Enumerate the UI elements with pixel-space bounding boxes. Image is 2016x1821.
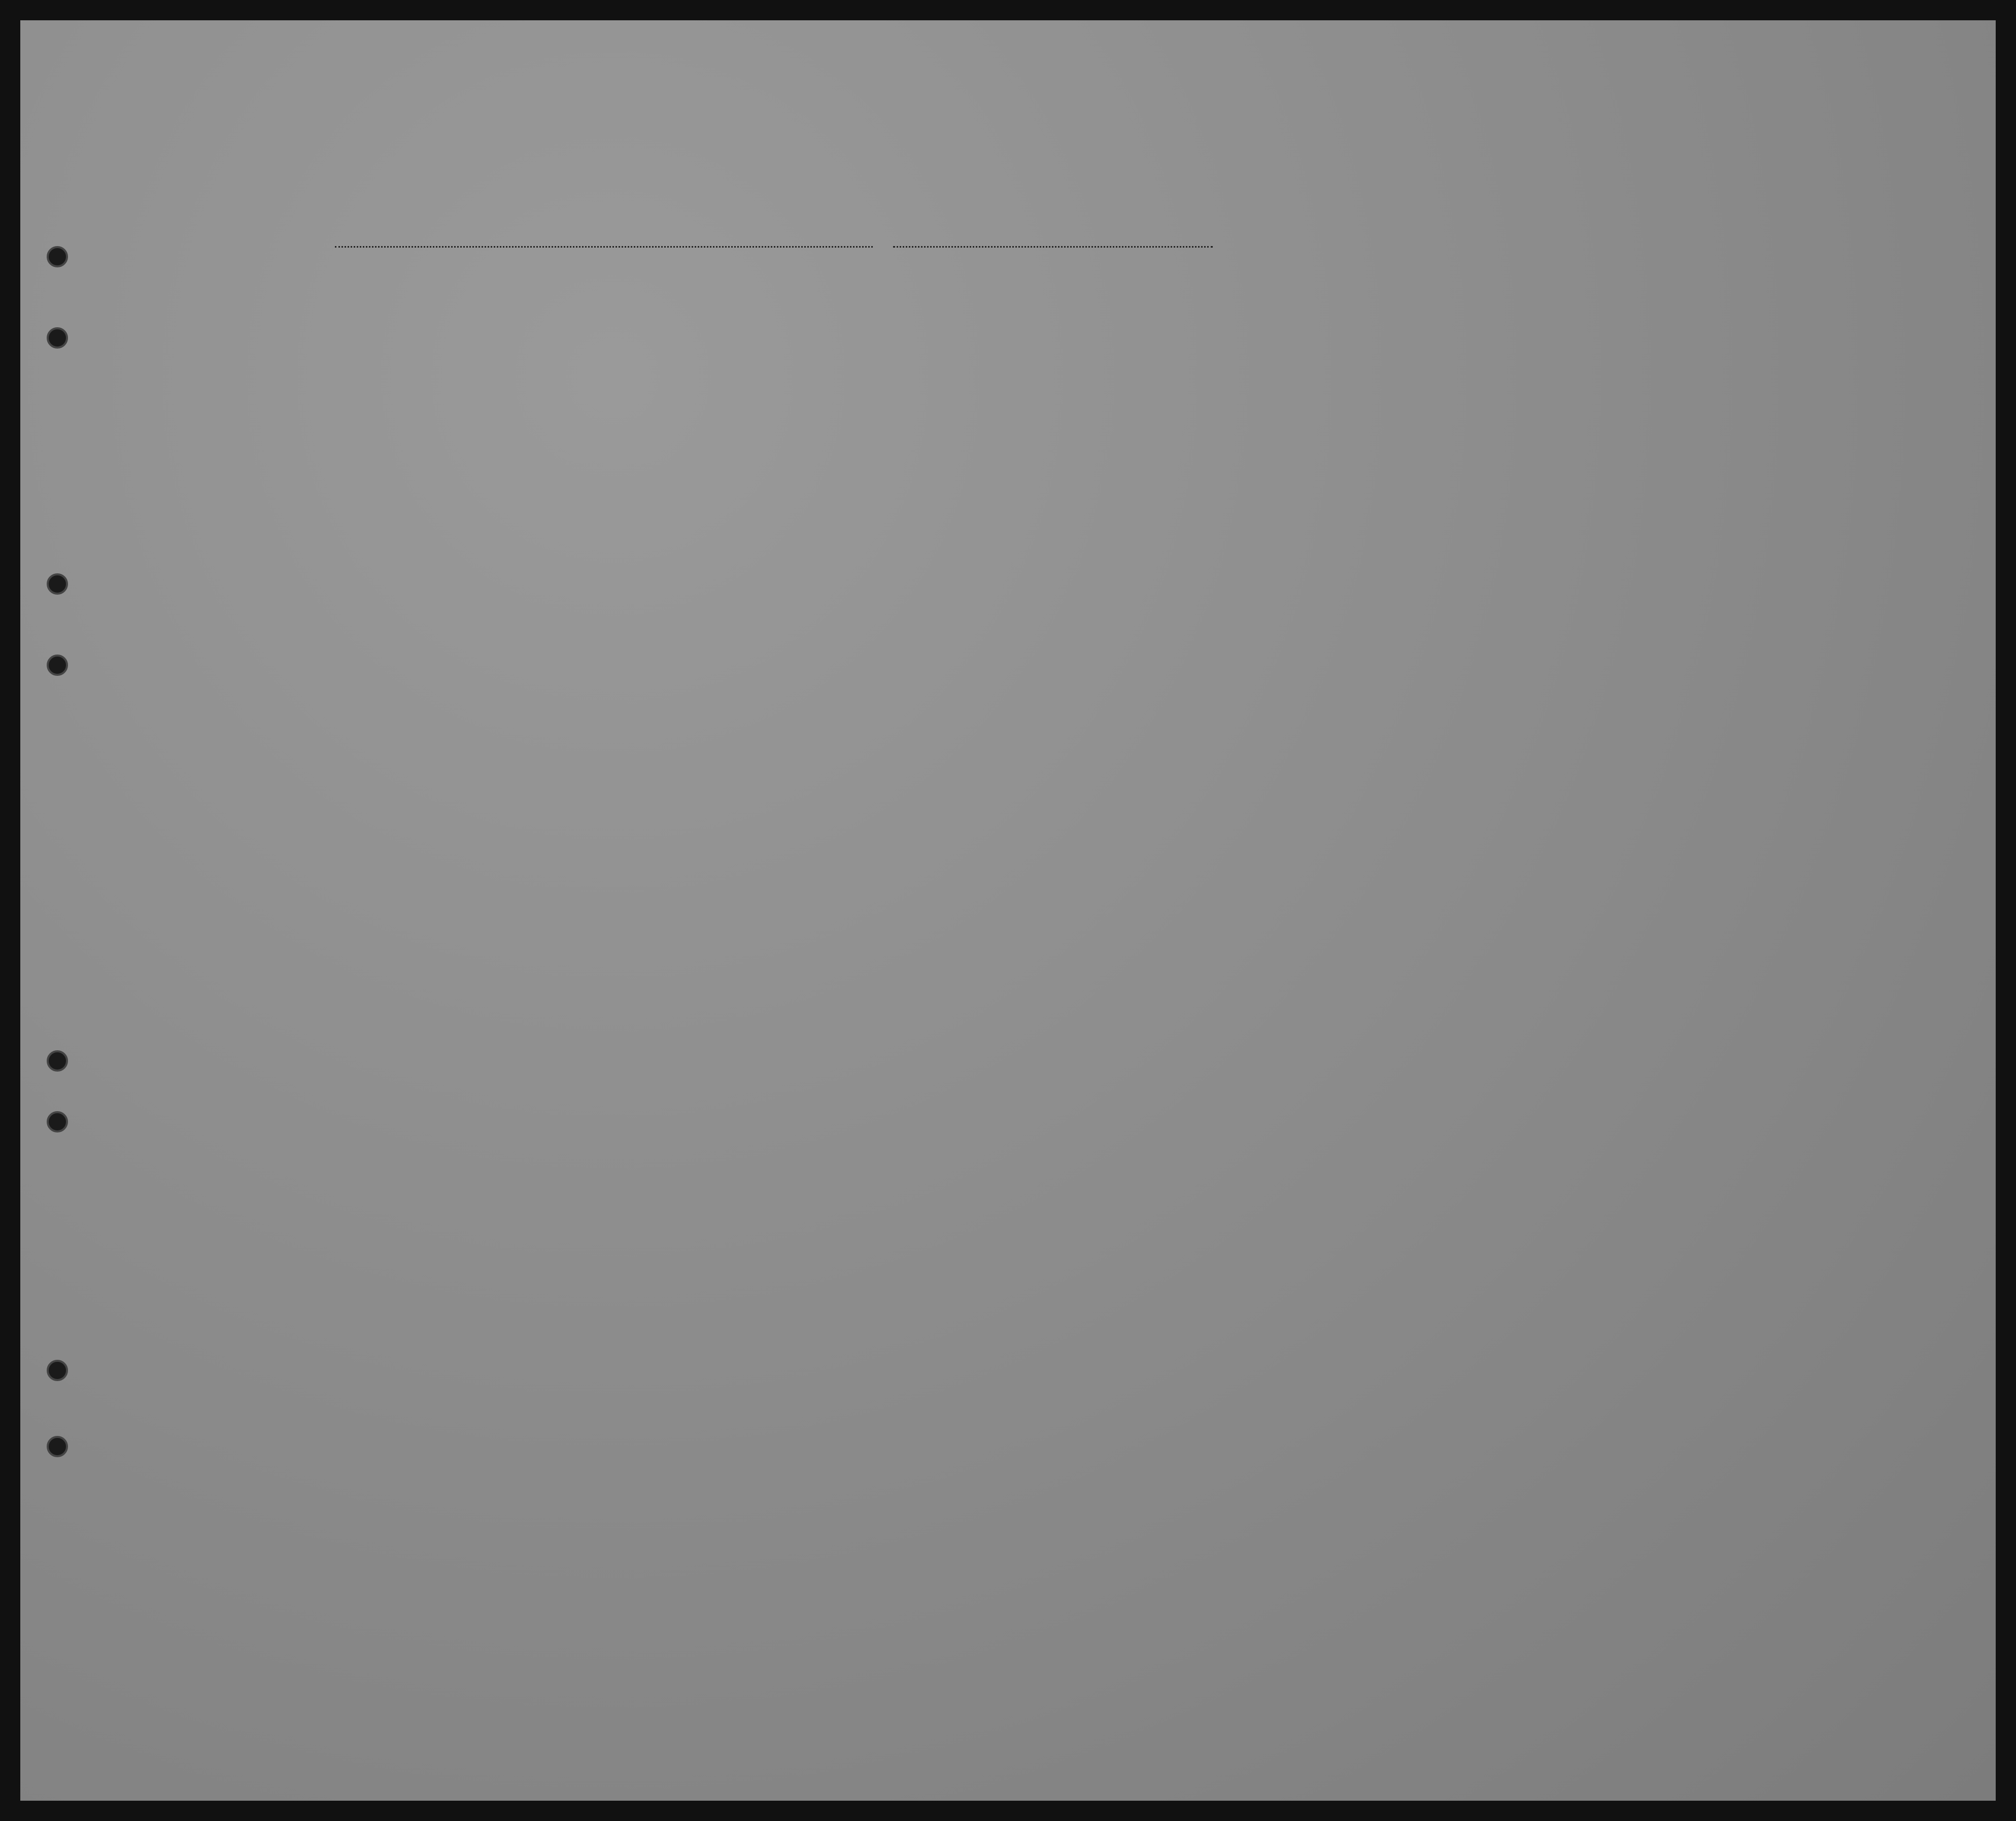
binding-hole [47, 1050, 68, 1072]
binding-hole [47, 573, 68, 595]
binding-hole [47, 1360, 68, 1381]
binding-hole [47, 1436, 68, 1457]
manifest-sheet [20, 20, 1996, 1801]
binding-hole [47, 327, 68, 349]
binding-hole [47, 1111, 68, 1132]
binding-hole [47, 246, 68, 267]
binding-hole [47, 655, 68, 676]
manifest-grid [20, 20, 1996, 1801]
